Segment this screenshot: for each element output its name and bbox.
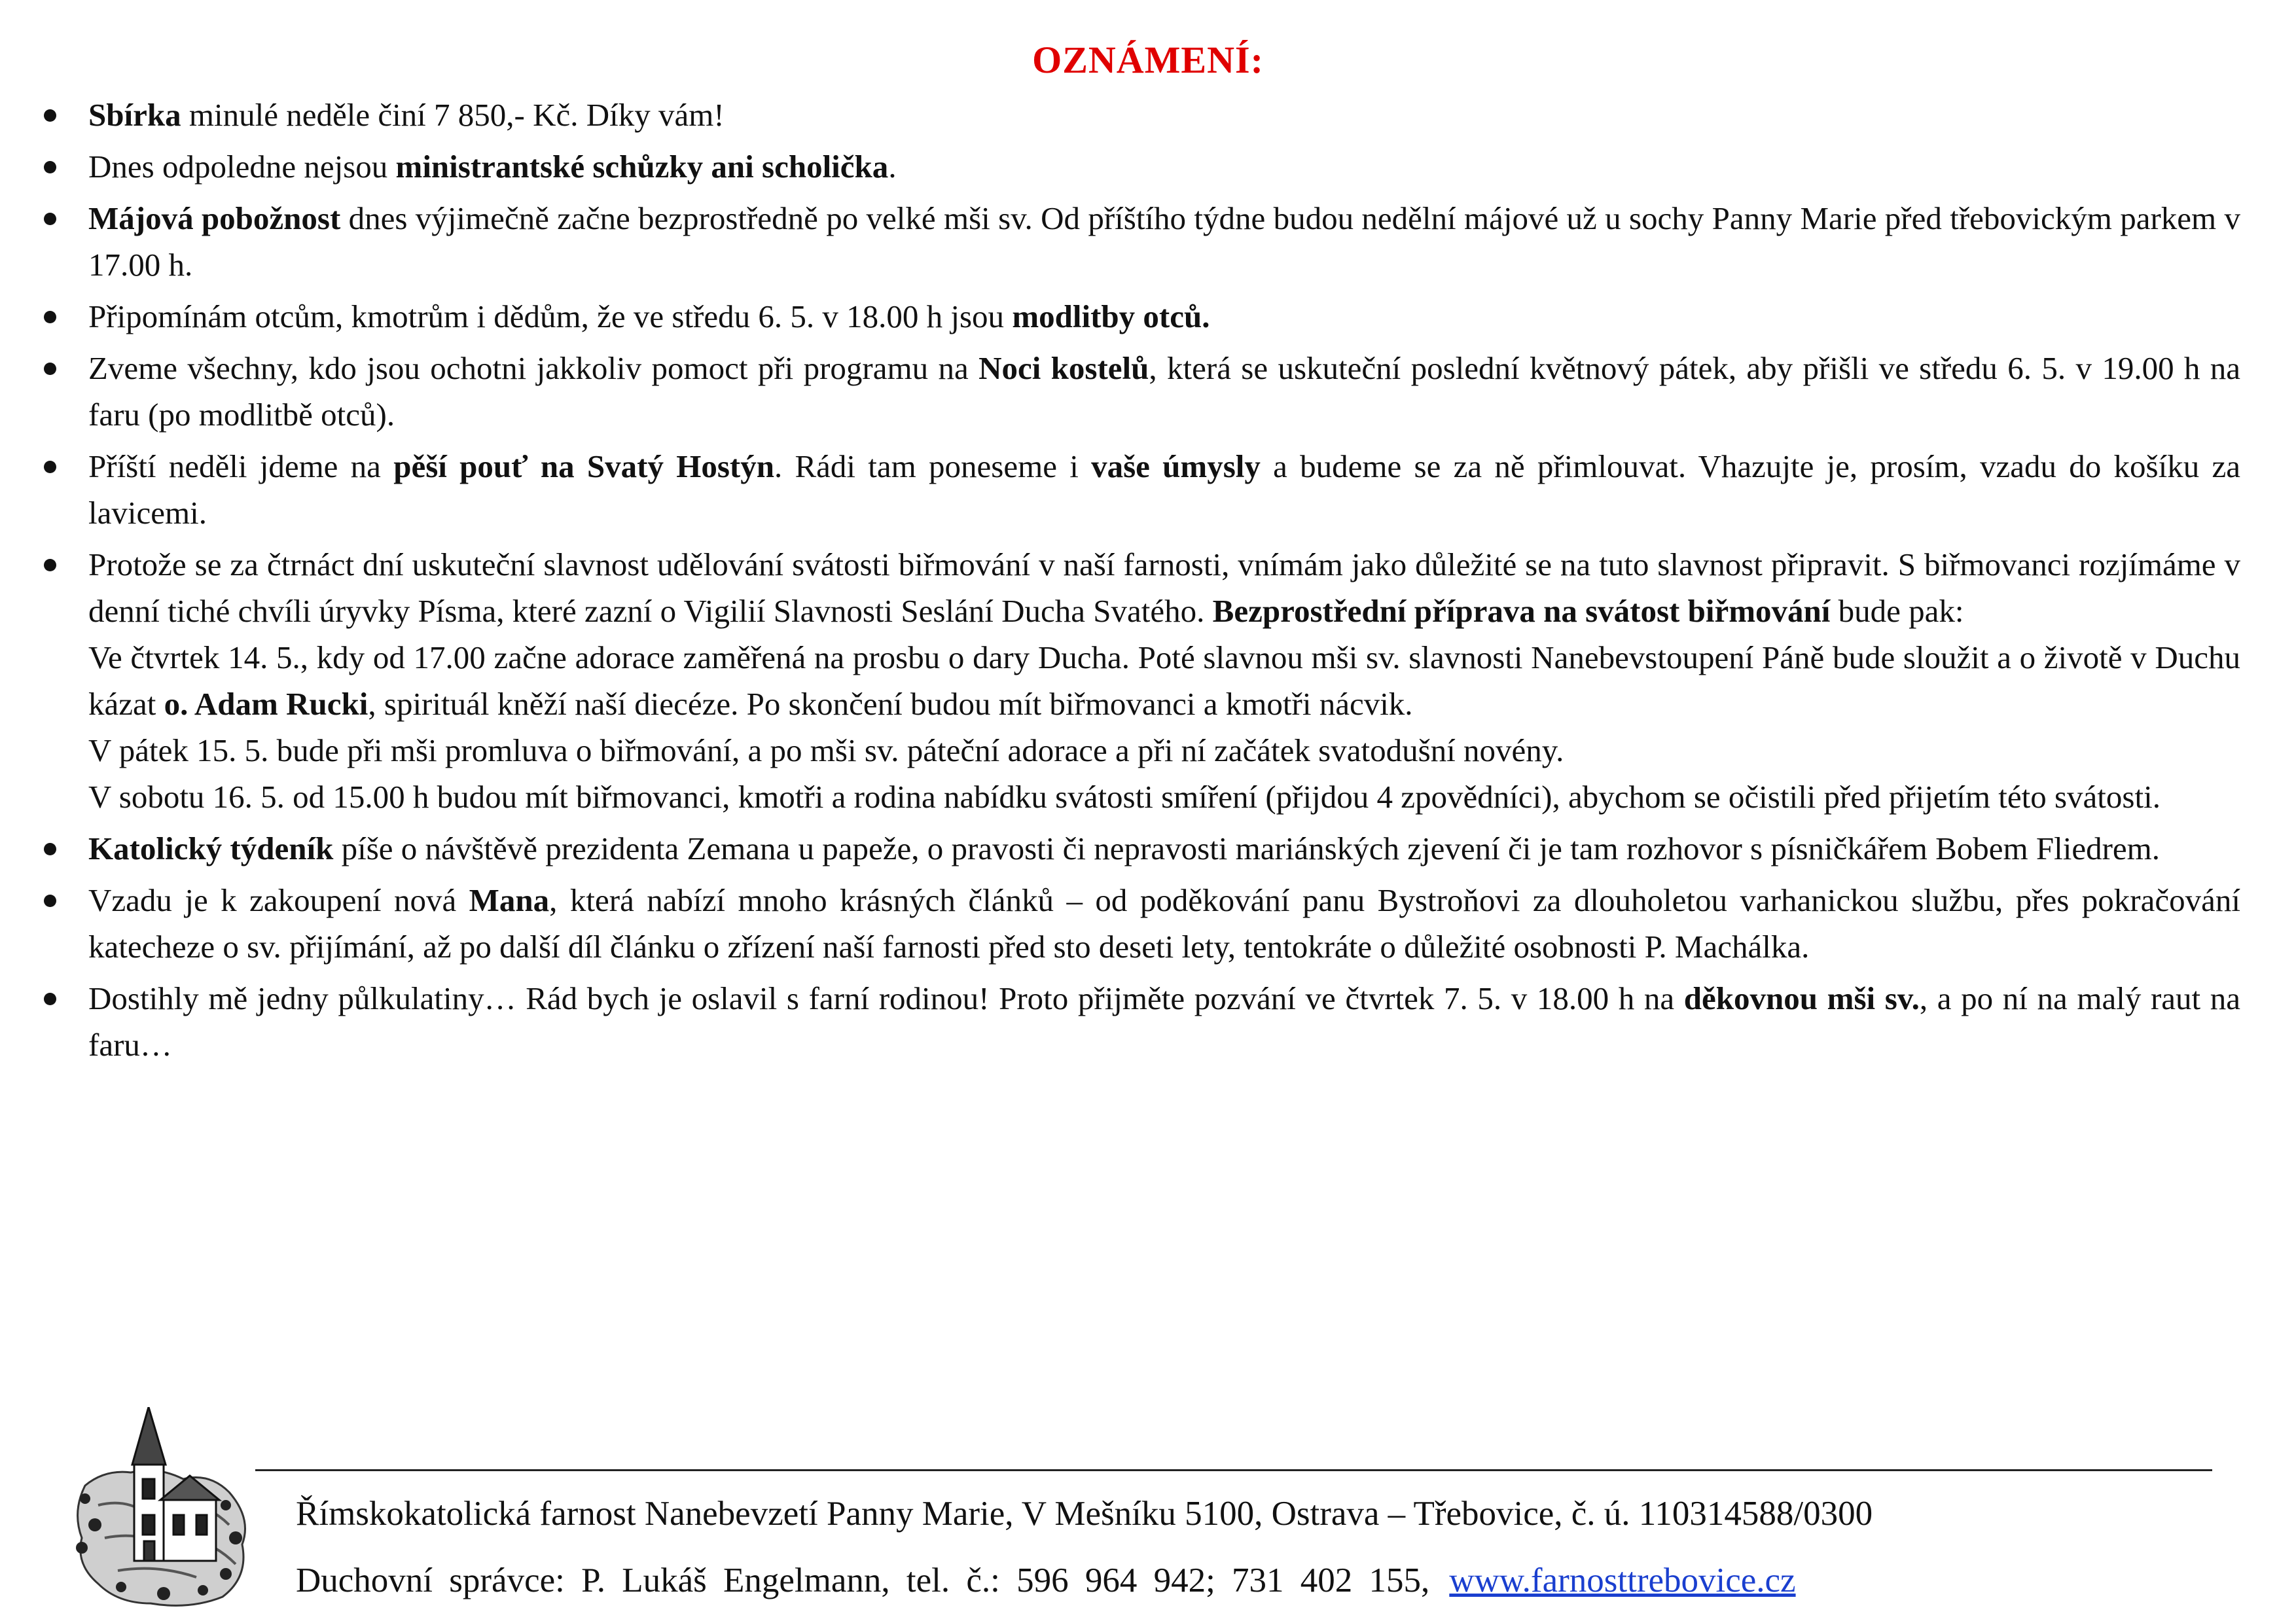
- bold-text: vaše úmysly: [1091, 448, 1261, 484]
- bold-text: o. Adam Rucki: [164, 686, 368, 722]
- bullet-icon: [44, 363, 56, 375]
- bold-text: Bezprostřední příprava na svátost biřmování: [1212, 593, 1831, 629]
- page-title: OZNÁMENÍ:: [1032, 39, 1264, 81]
- paragraph: [88, 541, 2240, 634]
- list-item: [36, 143, 2240, 190]
- footer-divider: [255, 1469, 2212, 1471]
- paragraph: V pátek 15. 5. bude při mši promluva o biřmování, a po mši sv. páteční adorace a při ní začátek svatodušní novény.: [88, 732, 1564, 768]
- list-item: [36, 195, 2240, 288]
- text: píše o návštěvě prezidenta Zemana u papeže, o pravosti či nepravosti mariánských zjevení či je tam rozhovor s písničkářem Bobem Fliedrem.: [333, 830, 2161, 866]
- bullet-icon: [44, 895, 56, 907]
- text: .: [888, 149, 897, 185]
- text: Protože se za čtrnáct dní uskuteční slavnost udělování svátosti biřmování v naší farnosti, vnímám jako důležité se na tuto slavnost připravit. S biřmovanci rozjímáme v denní tiché chvíli úryvky Písma, které zazní o Vigilií Slavnosti Seslání Ducha Svatého.: [88, 546, 2240, 629]
- text: minulé neděle činí 7 850,- Kč. Díky vám!: [181, 97, 725, 133]
- bold-text: Noci kostelů: [978, 350, 1149, 386]
- contact-text: Duchovní správce: P. Lukáš Engelmann, tel. č.: 596 964 942; 731 402 155,: [296, 1561, 1430, 1599]
- text: a budeme se za ně přimlouvat. Vhazujte je, prosím, vzadu do košíku za lavicemi.: [88, 448, 2240, 531]
- bullet-icon: [44, 213, 56, 225]
- text: Ve čtvrtek 14. 5., kdy od 17.00 začne adorace zaměřená na prosbu o dary Ducha. Poté slavnou mši sv. slavnosti Nanebevstoupení Páně bude sloužit a o životě v Duchu kázat: [88, 639, 2240, 722]
- list-item: [36, 877, 2240, 970]
- bold-text: Katolický týdeník: [88, 830, 334, 866]
- website-link[interactable]: www.farnosttrebovice.cz: [1449, 1561, 1796, 1599]
- bold-text: pěší pouť na Svatý Hostýn: [393, 448, 774, 484]
- text: Připomínám otcům, kmotrům i dědům, že ve středu 6. 5. v 18.00 h jsou: [88, 298, 1013, 334]
- paragraph: [88, 634, 2240, 727]
- text: , která se uskuteční poslední květnový pátek, aby přišli ve středu 6. 5. v 19.00 h na faru (po modlitbě otců).: [88, 350, 2241, 433]
- footer-parish-address: Římskokatolická farnost Nanebevzetí Panny Marie, V Mešníku 5100, Ostrava – Třebovice, č. ú. 110314588/0300: [296, 1495, 1873, 1533]
- text: dnes výjimečně začne bezprostředně po velké mši sv. Od příštího týdne budou nedělní májové už u sochy Panny Marie před třebovickým parkem v 17.00 h.: [88, 200, 2240, 283]
- list-item: [36, 293, 2240, 340]
- list-item: [36, 443, 2240, 536]
- bullet-icon: [44, 109, 56, 122]
- list-item: [36, 92, 2240, 138]
- text: , a po ní na malý raut na faru…: [88, 980, 2241, 1063]
- text: bude pak:: [1830, 593, 1964, 629]
- text: Dnes odpoledne nejsou: [88, 149, 396, 185]
- bold-text: modlitby otců.: [1012, 298, 1210, 334]
- bullet-icon: [44, 461, 56, 473]
- list-item: [36, 975, 2240, 1068]
- bold-text: Májová pobožnost: [88, 200, 341, 236]
- bold-text: Mana: [469, 882, 550, 918]
- text: . Rádi tam poneseme i: [774, 448, 1092, 484]
- bullet-icon: [44, 559, 56, 571]
- list-item: [36, 825, 2240, 872]
- bullet-icon: [44, 161, 56, 173]
- list-item: [36, 541, 2240, 820]
- bold-text: děkovnou mši sv.: [1683, 980, 1920, 1016]
- paragraph: V sobotu 16. 5. od 15.00 h budou mít biřmovanci, kmotři a rodina nabídku svátosti smíření (přijdou 4 zpovědníci), abychom se očistili před přijetím této svátosti.: [88, 779, 2161, 815]
- bold-text: ministrantské schůzky ani scholička: [395, 149, 889, 185]
- text: Vzadu je k zakoupení nová: [88, 882, 469, 918]
- text: Zveme všechny, kdo jsou ochotni jakkoliv pomoct při programu na: [88, 350, 979, 386]
- text: Dostihly mě jedny půlkulatiny… Rád bych je oslavil s farní rodinou! Proto přijměte pozvání ve čtvrtek 7. 5. v 18.00 h na: [88, 980, 1684, 1016]
- bullet-icon: [44, 843, 56, 855]
- text: , která nabízí mnoho krásných článků – od poděkování panu Bystroňovi za dlouholetou varhanickou službu, přes pokračování katecheze o sv. přijímání, až po další díl článku o zřízení naší farnosti před sto deseti lety, tentokráte o důležité osobnosti P. Machálka.: [88, 882, 2240, 965]
- bullet-icon: [44, 311, 56, 323]
- bold-text: Sbírka: [88, 97, 181, 133]
- text: , spirituál kněží naší diecéze. Po skončení budou mít biřmovanci a kmotři nácvik.: [368, 686, 1413, 722]
- announcement-list: [36, 92, 2240, 1073]
- text: Příští neděli jdeme na: [88, 448, 394, 484]
- bullet-icon: [44, 993, 56, 1005]
- church-sketch-icon: [59, 1407, 255, 1623]
- footer-contact: [296, 1561, 1796, 1600]
- list-item: [36, 345, 2240, 438]
